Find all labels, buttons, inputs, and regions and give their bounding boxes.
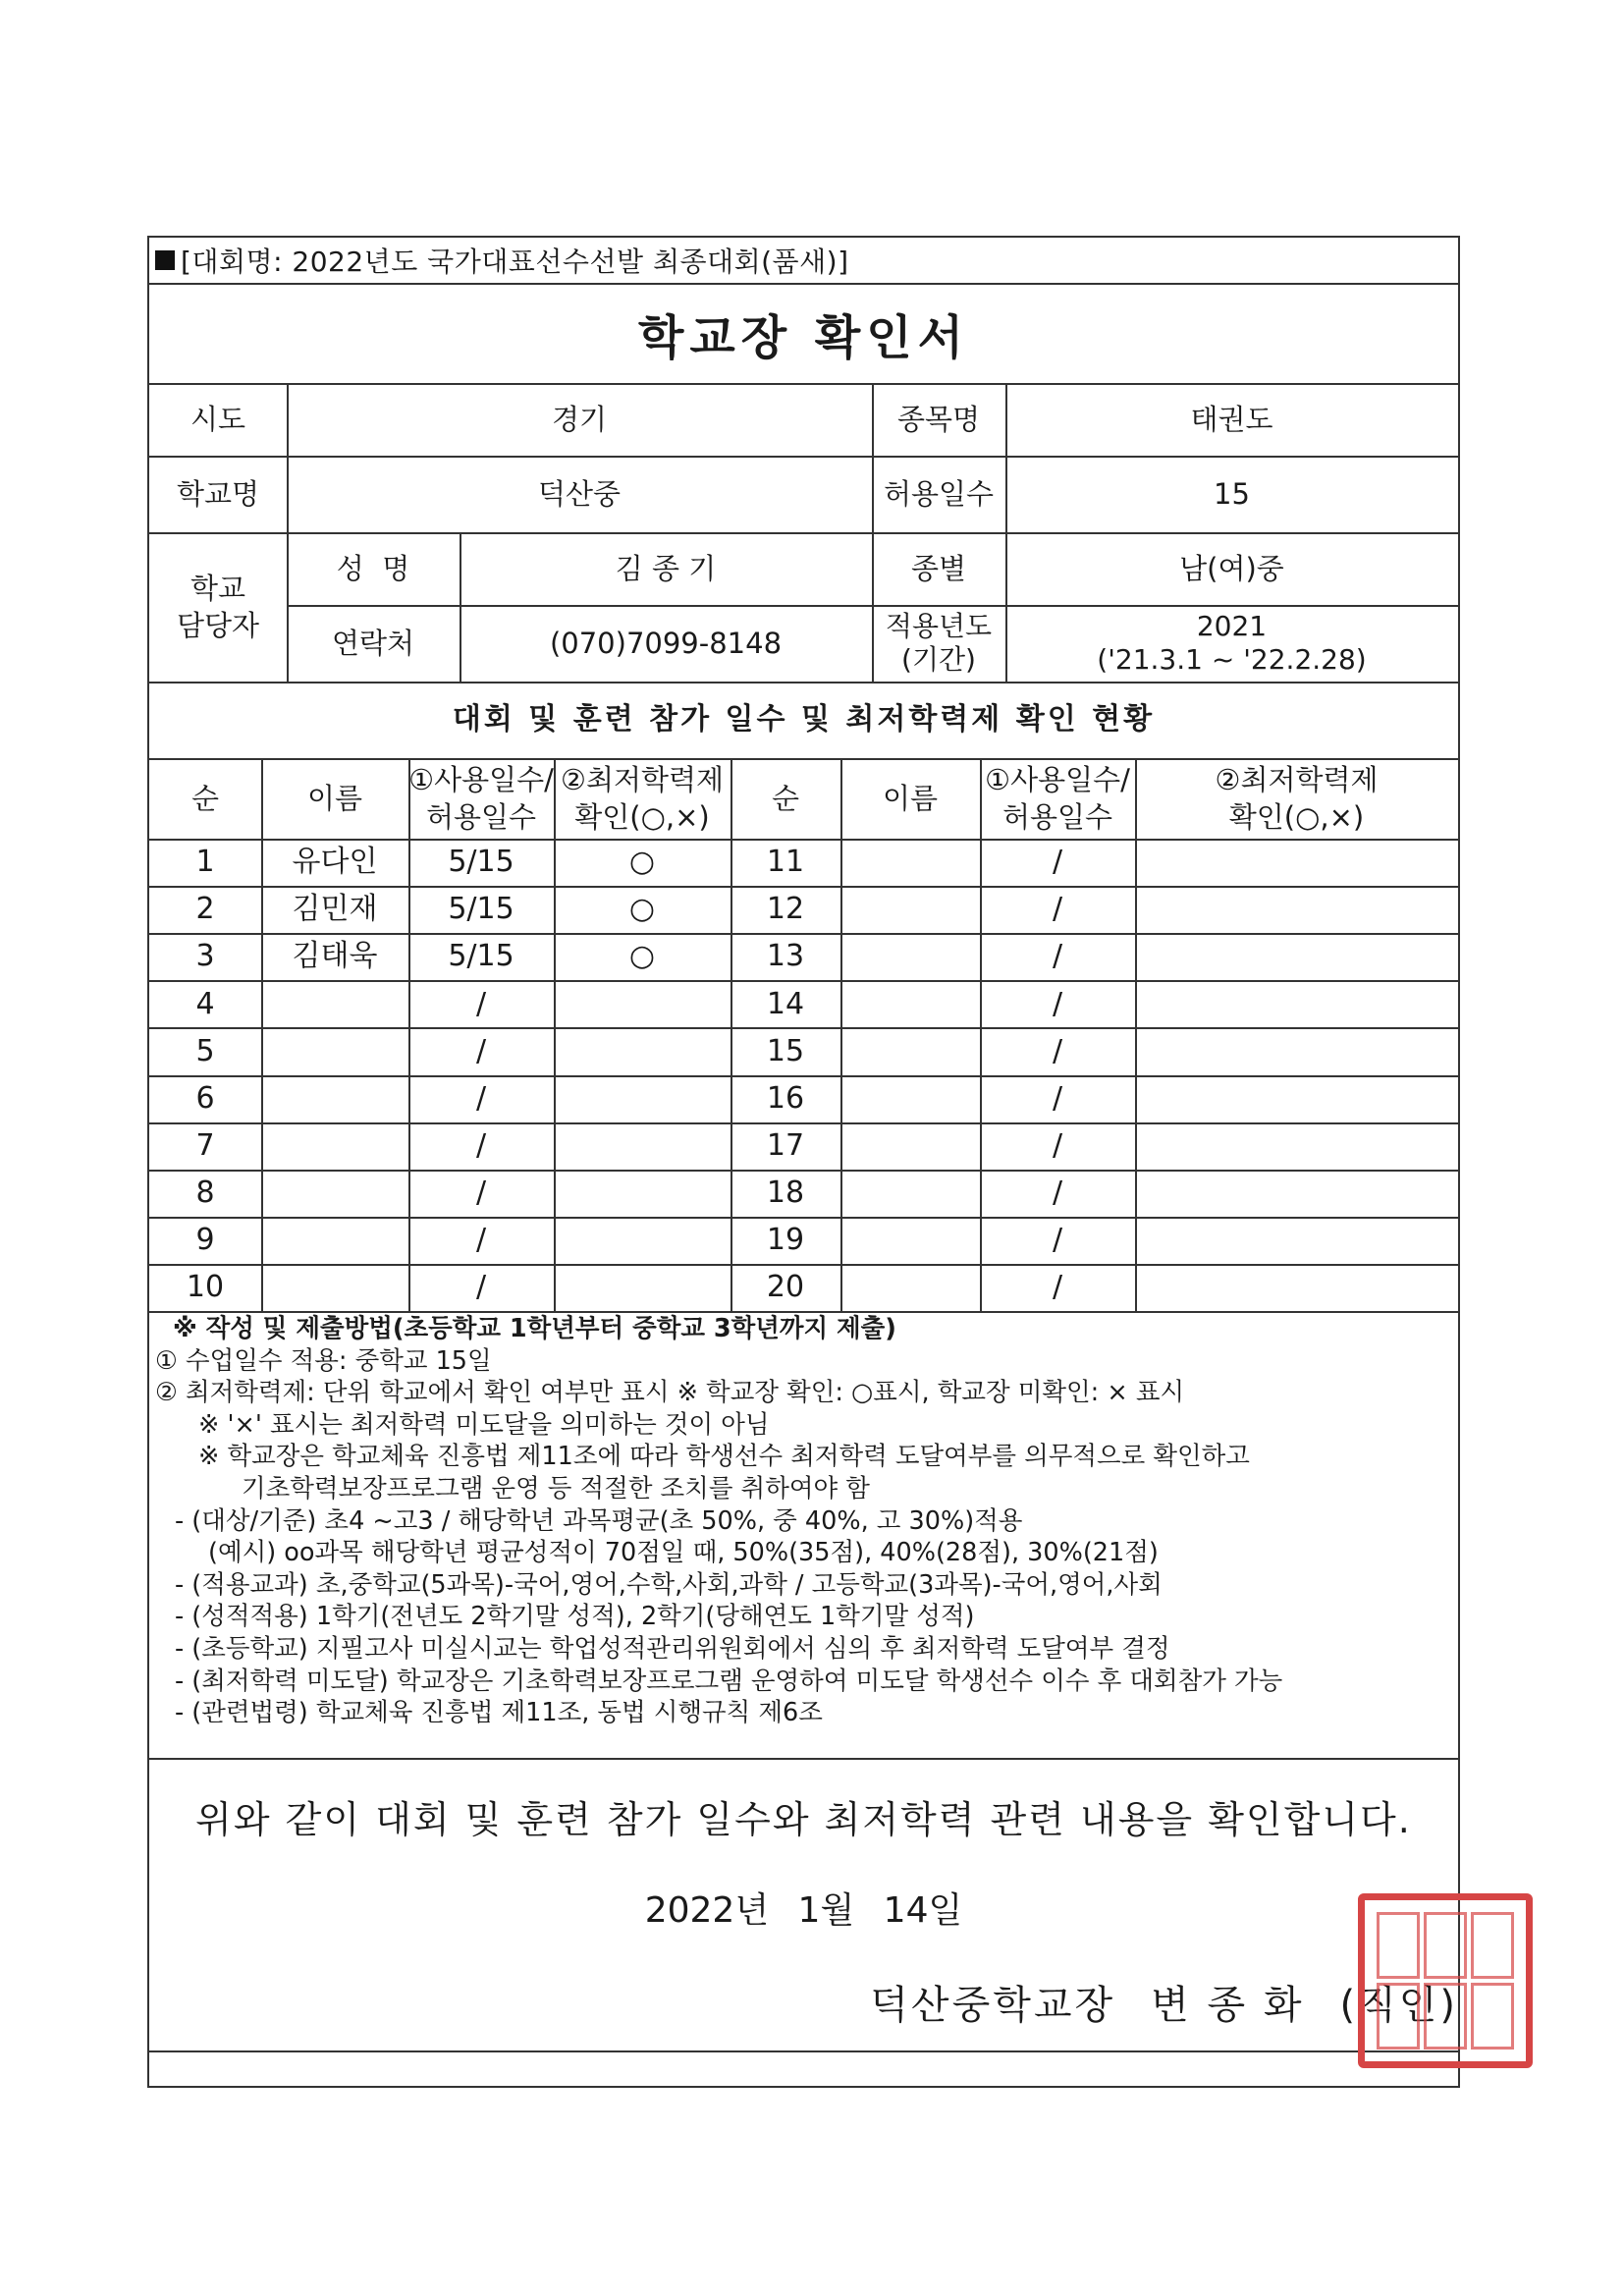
table-cell-check bbox=[554, 1217, 731, 1264]
section-title: 대회 및 훈련 참가 일수 및 최저학력제 확인 현황 bbox=[452, 702, 1156, 738]
header-check: ②최저학력제 확인(○,×) bbox=[1215, 762, 1379, 834]
table-cell-check bbox=[554, 1170, 731, 1217]
table-cell-days: / bbox=[1052, 845, 1063, 880]
table-cell-days: / bbox=[1052, 1033, 1063, 1068]
table-cell-days: / bbox=[475, 1223, 487, 1258]
allowed-days-label: 허용일수 bbox=[883, 476, 995, 511]
issue-date: 2022년 1월 14일 bbox=[644, 1890, 963, 1931]
allowed-days-value: 15 bbox=[1214, 476, 1250, 511]
instruction-line: ② 최저학력제: 단위 학교에서 확인 여부만 표시 ※ 학교장 확인: ○표시, 학교장 미확인: × 표시 bbox=[155, 1378, 1185, 1408]
manager-label: 학교 담당자 bbox=[176, 571, 260, 642]
table-cell-days: 5/15 bbox=[448, 939, 514, 974]
table-cell-days: 5/15 bbox=[448, 845, 514, 880]
table-cell-check bbox=[1135, 933, 1458, 980]
table-cell-no: 8 bbox=[195, 1175, 215, 1210]
table-cell-no: 5 bbox=[195, 1033, 215, 1068]
header-no: 순 bbox=[771, 781, 799, 815]
instruction-line: - (성적적용) 1학기(전년도 2학기말 성적), 2학기(당해연도 1학기말 성적) bbox=[175, 1602, 975, 1632]
header-name: 이름 bbox=[882, 781, 939, 815]
principal-name: 변 종 화 bbox=[1151, 1983, 1305, 2028]
instruction-line: - (관련법령) 학교체육 진흥법 제11조, 동법 시행규칙 제6조 bbox=[175, 1698, 823, 1728]
instruction-line: - (대상/기준) 초4 ~고3 / 해당학년 과목평균(초 50%, 중 40%, 고 30%)적용 bbox=[175, 1505, 1023, 1536]
instruction-line: - (적용교과) 초,중학교(5과목)-국어,영어,수학,사회,과학 / 고등학교(3과목)-국어,영어,사회 bbox=[175, 1569, 1163, 1600]
table-cell-check bbox=[1135, 886, 1458, 933]
header-days: ①사용일수/ 허용일수 bbox=[408, 762, 554, 834]
confirmation-statement: 위와 같이 대회 및 훈련 참가 일수와 최저학력 관련 내용을 확인합니다. bbox=[195, 1798, 1412, 1841]
table-cell-no: 10 bbox=[186, 1270, 225, 1305]
table-cell-days: / bbox=[475, 986, 487, 1021]
instruction-line: - (최저학력 미도달) 학교장은 기초학력보장프로그램 운영하여 미도달 학생선수 이수 후 대회참가 가능 bbox=[175, 1666, 1283, 1696]
table-cell-no: 19 bbox=[766, 1223, 805, 1258]
table-cell-days: / bbox=[1052, 1127, 1063, 1163]
table-cell-no: 14 bbox=[766, 986, 805, 1021]
table-cell-days: / bbox=[1052, 1270, 1063, 1305]
table-cell-no: 9 bbox=[195, 1223, 215, 1258]
principal-title: 덕산중학교장 bbox=[870, 1983, 1116, 2028]
table-cell-check bbox=[554, 1075, 731, 1122]
table-cell-name bbox=[840, 980, 980, 1027]
table-cell-check bbox=[1135, 839, 1458, 886]
table-cell-days: / bbox=[1052, 939, 1063, 974]
table-cell-check bbox=[554, 1264, 731, 1311]
table-cell-no: 11 bbox=[766, 845, 805, 880]
table-cell-days: / bbox=[1052, 1080, 1063, 1116]
table-cell-days: / bbox=[475, 1270, 487, 1305]
square-bullet-icon bbox=[155, 250, 175, 270]
table-cell-name bbox=[840, 933, 980, 980]
table-cell-check bbox=[1135, 1122, 1458, 1170]
instruction-line: (예시) oo과목 해당학년 평균성적이 70점일 때, 50%(35점), 40%(28점), 30%(21점) bbox=[208, 1538, 1159, 1568]
table-cell-name bbox=[840, 1264, 980, 1311]
type-value: 남(여)중 bbox=[1179, 551, 1284, 585]
sido-label: 시도 bbox=[189, 402, 246, 436]
table-cell-days: / bbox=[1052, 892, 1063, 927]
instruction-line: ① 수업일수 적용: 중학교 15일 bbox=[155, 1345, 492, 1376]
table-cell-no: 13 bbox=[766, 939, 805, 974]
table-cell-no: 15 bbox=[766, 1033, 805, 1068]
name-value: 김 종 기 bbox=[615, 551, 717, 585]
page-title: 학교장 확인서 bbox=[638, 309, 969, 365]
header-days: ①사용일수/ 허용일수 bbox=[985, 762, 1130, 834]
school-label: 학교명 bbox=[176, 476, 260, 511]
header-name: 이름 bbox=[306, 781, 363, 815]
table-cell-name bbox=[840, 1217, 980, 1264]
table-cell-days: / bbox=[475, 1033, 487, 1068]
year-value: 2021 ('21.3.1 ~ '22.2.28) bbox=[1097, 610, 1367, 676]
table-cell-name bbox=[261, 1170, 408, 1217]
table-cell-no: 16 bbox=[766, 1080, 805, 1116]
table-cell-days: / bbox=[1052, 986, 1063, 1021]
table-cell-no: 1 bbox=[195, 845, 215, 880]
table-cell-name bbox=[840, 839, 980, 886]
table-cell-no: 12 bbox=[766, 892, 805, 927]
contest-name: [대회명: 2022년도 국가대표선수선발 최종대회(품새)] bbox=[155, 238, 849, 283]
confirmation-form bbox=[147, 236, 1460, 2088]
event-value: 태권도 bbox=[1190, 402, 1273, 436]
table-cell-name bbox=[261, 1264, 408, 1311]
table-cell-name bbox=[261, 1027, 408, 1074]
table-cell-no: 2 bbox=[195, 892, 215, 927]
table-cell-no: 7 bbox=[195, 1127, 215, 1163]
table-cell-check bbox=[1135, 1075, 1458, 1122]
table-cell-no: 4 bbox=[195, 986, 215, 1021]
table-cell-days: / bbox=[475, 1080, 487, 1116]
instruction-line: ※ 학교장은 학교체육 진흥법 제11조에 따라 학생선수 최저학력 도달여부를 의무적으로 확인하고 bbox=[198, 1442, 1250, 1472]
table-cell-no: 17 bbox=[766, 1127, 805, 1163]
table-cell-days: / bbox=[475, 1127, 487, 1163]
table-cell-name bbox=[840, 1170, 980, 1217]
table-cell-name bbox=[840, 886, 980, 933]
table-cell-check bbox=[1135, 1264, 1458, 1311]
table-cell-no: 3 bbox=[195, 939, 215, 974]
type-label: 종별 bbox=[910, 551, 967, 585]
instructions bbox=[155, 1313, 1456, 1729]
table-cell-name bbox=[261, 980, 408, 1027]
table-cell-no: 6 bbox=[195, 1080, 215, 1116]
seal-mark-label: (직인) bbox=[1339, 1983, 1458, 2028]
header-no: 순 bbox=[190, 781, 219, 815]
table-cell-check bbox=[554, 1122, 731, 1170]
table-cell-name bbox=[840, 1122, 980, 1170]
table-cell-name: 유다인 bbox=[292, 845, 378, 880]
sido-value: 경기 bbox=[551, 402, 608, 436]
table-cell-days: / bbox=[475, 1175, 487, 1210]
table-cell-no: 20 bbox=[766, 1270, 805, 1305]
table-cell-check bbox=[1135, 1027, 1458, 1074]
contact-label: 연락처 bbox=[331, 626, 415, 660]
table-cell-name bbox=[261, 1122, 408, 1170]
table-cell-check bbox=[554, 1027, 731, 1074]
table-cell-days: / bbox=[1052, 1223, 1063, 1258]
school-value: 덕산중 bbox=[537, 476, 622, 511]
instruction-line: ※ 작성 및 제출방법(초등학교 1학년부터 중학교 3학년까지 제출) bbox=[173, 1314, 896, 1343]
table-cell-check: ○ bbox=[628, 845, 656, 880]
event-label: 종목명 bbox=[896, 402, 981, 436]
table-cell-check: ○ bbox=[628, 892, 656, 927]
table-cell-check: ○ bbox=[628, 939, 656, 974]
table-cell-check bbox=[1135, 1217, 1458, 1264]
year-label: 적용년도 (기간) bbox=[885, 610, 993, 676]
instruction-line: 기초학력보장프로그램 운영 등 적절한 조치를 취하여야 함 bbox=[242, 1473, 870, 1503]
table-cell-name bbox=[840, 1075, 980, 1122]
official-seal-stamp bbox=[1358, 1893, 1533, 2068]
table-cell-name bbox=[261, 1217, 408, 1264]
table-cell-name: 김태욱 bbox=[292, 939, 378, 974]
table-cell-check bbox=[1135, 980, 1458, 1027]
contact-value: (070)7099-8148 bbox=[549, 626, 783, 660]
table-cell-check bbox=[1135, 1170, 1458, 1217]
instruction-line: ※ '×' 표시는 최저학력 미도달을 의미하는 것이 아님 bbox=[198, 1409, 770, 1440]
table-cell-days: / bbox=[1052, 1175, 1063, 1210]
instruction-line: - (초등학교) 지필고사 미실시교는 학업성적관리위원회에서 심의 후 최저학력 도달여부 결정 bbox=[175, 1633, 1170, 1664]
table-cell-check bbox=[554, 980, 731, 1027]
table-cell-name: 김민재 bbox=[292, 892, 378, 927]
table-cell-days: 5/15 bbox=[448, 892, 514, 927]
name-label: 성 명 bbox=[336, 551, 410, 585]
table-cell-no: 18 bbox=[766, 1175, 805, 1210]
header-check: ②최저학력제 확인(○,×) bbox=[560, 762, 725, 834]
table-cell-name bbox=[840, 1027, 980, 1074]
table-cell-name bbox=[261, 1075, 408, 1122]
